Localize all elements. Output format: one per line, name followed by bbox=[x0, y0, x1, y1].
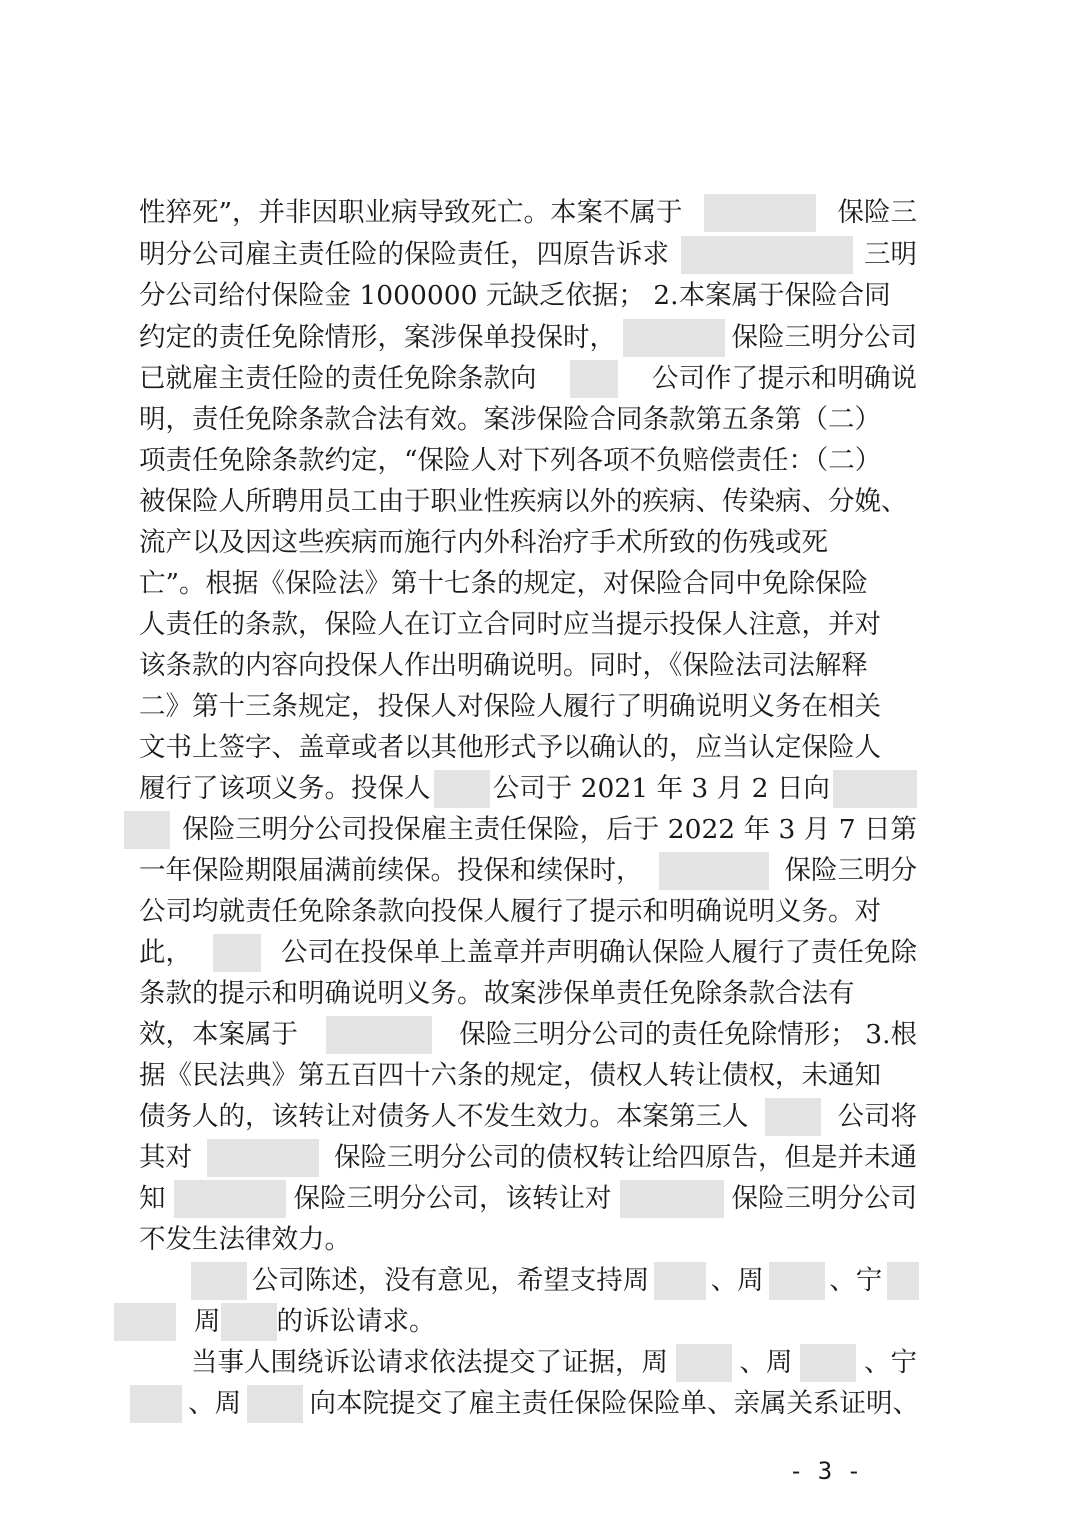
text-line: 条款的提示和明确说明义务。故案涉保单责任免除条款合法有 bbox=[139, 978, 855, 1009]
redaction-box bbox=[765, 1098, 821, 1136]
redaction-box bbox=[174, 1180, 286, 1218]
text-line: 债务人的，该转让对债务人不发生效力。本案第三人 公司将 bbox=[139, 1097, 917, 1137]
redaction-box bbox=[654, 1262, 706, 1300]
text-line: 明，责任免除条款合法有效。案涉保险合同条款第五条第（二） bbox=[139, 404, 881, 435]
redaction-box bbox=[221, 1303, 277, 1341]
redaction-box bbox=[800, 1344, 856, 1382]
text-line: 知 保险三明分公司，该转让对 保险三明分公司 bbox=[139, 1179, 917, 1219]
text-line: 流产以及因这些疾病而施行内外科治疗手术所致的伤残或死 bbox=[139, 527, 828, 558]
redaction-box bbox=[207, 1139, 319, 1177]
text-line: 明分公司雇主责任险的保险责任，四原告诉求 三明 bbox=[139, 235, 917, 275]
redaction-box bbox=[704, 194, 816, 232]
redaction-box bbox=[124, 811, 170, 849]
text-line: 被保险人所聘用员工由于职业性疾病以外的疾病、传染病、分娩、 bbox=[139, 486, 908, 517]
text-line: 不发生法律效力。 bbox=[139, 1224, 351, 1255]
page-number: - 3 - bbox=[788, 1457, 862, 1485]
text-line: 效，本案属于 保险三明分公司的责任免除情形； 3.根 bbox=[139, 1015, 917, 1055]
text-line: 亡”。根据《保险法》第十七条的规定，对保险合同中免除保险 bbox=[139, 568, 869, 599]
text-line: 据《民法典》第五百四十六条的规定，债权人转让债权，未通知 bbox=[139, 1060, 881, 1091]
redaction-box bbox=[833, 770, 917, 808]
text-line: 约定的责任免除情形，案涉保单投保时， 保险三明分公司 bbox=[139, 318, 917, 358]
text-line: 公司陈述，没有意见，希望支持周 、周 、宁 bbox=[191, 1261, 919, 1301]
text-line: 公司均就责任免除条款向投保人履行了提示和明确说明义务。对 bbox=[139, 896, 881, 927]
redaction-box bbox=[434, 770, 490, 808]
text-line: 其对 保险三明分公司的债权转让给四原告，但是并未通 bbox=[139, 1138, 917, 1178]
redaction-box bbox=[676, 1344, 732, 1382]
text-line: 、周 向本院提交了雇主责任保险保险单、亲属关系证明、 bbox=[130, 1384, 919, 1424]
redaction-box bbox=[570, 360, 618, 398]
text-line: 已就雇主责任险的责任免除条款向 公司作了提示和明确说 bbox=[139, 359, 917, 399]
text-line: 文书上签字、盖章或者以其他形式予以确认的，应当认定保险人 bbox=[139, 732, 881, 763]
redaction-box bbox=[769, 1262, 825, 1300]
text-line: 当事人围绕诉讼请求依法提交了证据，周 、周 、宁 bbox=[191, 1343, 917, 1383]
redaction-box bbox=[620, 1180, 724, 1218]
text-line: 一年保险期限届满前续保。投保和续保时， 保险三明分 bbox=[139, 851, 917, 891]
redaction-box bbox=[247, 1385, 303, 1423]
redaction-box bbox=[887, 1262, 919, 1300]
text-line: 分公司给付保险金 1000000 元缺乏依据； 2.本案属于保险合同 bbox=[139, 280, 891, 311]
redaction-box bbox=[659, 852, 769, 890]
redaction-box bbox=[681, 236, 853, 274]
text-line: 二》第十三条规定，投保人对保险人履行了明确说明义务在相关 bbox=[139, 691, 881, 722]
text-line: 项责任免除条款约定，“保险人对下列各项不负赔偿责任：（二） bbox=[139, 445, 882, 476]
text-line: 该条款的内容向投保人作出明确说明。同时，《保险法司法解释 bbox=[139, 650, 868, 681]
text-line: 保险三明分公司投保雇主责任保险，后于 2022 年 3 月 7 日第 bbox=[124, 810, 917, 850]
redaction-box bbox=[191, 1262, 247, 1300]
text-line: 性猝死”，并非因职业病导致死亡。本案不属于 保险三 bbox=[139, 193, 917, 233]
redaction-box bbox=[114, 1303, 176, 1341]
redaction-box bbox=[130, 1385, 182, 1423]
redaction-box bbox=[623, 319, 725, 357]
text-line: 周 的诉讼请求。 bbox=[114, 1302, 494, 1342]
redaction-box bbox=[213, 934, 261, 972]
text-line: 履行了该项义务。投保人 公司于 2021 年 3 月 2 日向 bbox=[139, 769, 917, 809]
text-line: 此， 公司在投保单上盖章并声明确认保险人履行了责任免除 bbox=[139, 933, 917, 973]
redaction-box bbox=[326, 1016, 432, 1054]
text-line: 人责任的条款，保险人在订立合同时应当提示投保人注意，并对 bbox=[139, 609, 881, 640]
